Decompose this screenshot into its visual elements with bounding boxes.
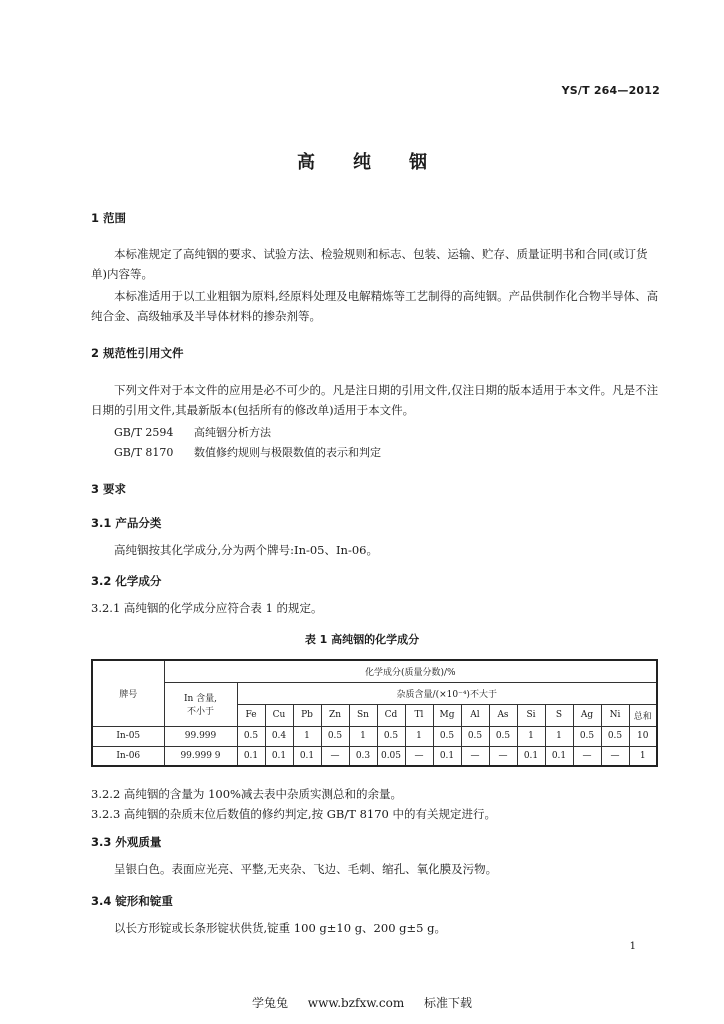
impurity-cell: 0.1	[237, 746, 265, 766]
impurity-cell: 0.1	[545, 746, 573, 766]
reference-item	[114, 444, 381, 460]
impurity-cell: —	[461, 746, 489, 766]
element-header: Si	[517, 704, 545, 726]
table-row	[92, 746, 657, 766]
in-content-header-line-1: In 含量,	[183, 694, 218, 704]
section-3-1-text: 高纯铟按其化学成分,分为两个牌号:In-05、In-06。	[114, 543, 378, 557]
impurity-cell: 0.1	[433, 746, 461, 766]
page-number: 1	[629, 941, 636, 952]
impurity-cell: 0.3	[349, 746, 377, 766]
impurity-cell: —	[489, 746, 517, 766]
impurity-cell: —	[405, 746, 433, 766]
element-header: Pb	[293, 704, 321, 726]
element-header: Mg	[433, 704, 461, 726]
section-3-2-3-text: 3.2.3 高纯铟的杂质末位后数值的修约判定,按 GB/T 8170 中的有关规定进行。	[91, 807, 496, 821]
section-3-2-1-text: 3.2.1 高纯铟的化学成分应符合表 1 的规定。	[91, 601, 323, 615]
impurity-cell: 0.05	[377, 746, 405, 766]
footer-tagline: 标准下载	[424, 996, 473, 1010]
element-header: Ni	[601, 704, 629, 726]
impurity-cell: 0.5	[461, 726, 489, 746]
impurity-cell: 10	[629, 726, 657, 746]
section-3-heading: 3 要求	[91, 482, 127, 496]
reference-code: GB/T 8170	[114, 446, 174, 459]
section-1-heading: 1 范围	[91, 211, 127, 225]
element-header: Cu	[265, 704, 293, 726]
element-header: Zn	[321, 704, 349, 726]
element-header: As	[489, 704, 517, 726]
impurity-header: 杂质含量/(×10⁻⁴)不大于	[237, 682, 657, 704]
footer-site-name: 学兔兔	[251, 996, 288, 1010]
section-2-heading: 2 规范性引用文件	[91, 346, 184, 360]
footer-watermark	[0, 994, 724, 1011]
section-2-para-1: 下列文件对于本文件的应用是必不可少的。凡是注日期的引用文件,仅注日期的版本适用于本文件。凡是不注日期的引用文件,其最新版本(包括所有的修改单)适用于本文件。	[91, 383, 659, 417]
impurity-cell: 0.5	[377, 726, 405, 746]
section-3-2-heading: 3.2 化学成分	[91, 574, 162, 588]
section-3-3-heading: 3.3 外观质量	[91, 835, 162, 849]
in-content-cell: 99.999 9	[164, 746, 237, 766]
reference-title: 高纯铟分析方法	[194, 426, 271, 439]
section-1-para-2: 本标准适用于以工业粗铟为原料,经原料处理及电解精炼等工艺制得的高纯铟。产品供制作化合物半导体、高纯合金、高级轴承及半导体材料的掺杂剂等。	[91, 289, 659, 323]
impurity-cell: 1	[545, 726, 573, 746]
impurity-cell: —	[601, 746, 629, 766]
reference-item	[114, 424, 271, 440]
impurity-cell: 0.4	[265, 726, 293, 746]
table-row	[92, 726, 657, 746]
impurity-cell: —	[573, 746, 601, 766]
impurity-cell: 1	[405, 726, 433, 746]
chemical-composition-table	[91, 659, 658, 767]
impurity-cell: 0.5	[601, 726, 629, 746]
impurity-cell: 0.5	[237, 726, 265, 746]
table-1-title: 表 1 高纯铟的化学成分	[304, 633, 420, 646]
impurity-cell: 0.5	[489, 726, 517, 746]
grade-cell: In-06	[92, 746, 164, 766]
impurity-cell: 0.5	[321, 726, 349, 746]
impurity-cell: 1	[293, 726, 321, 746]
in-content-header	[164, 682, 237, 726]
document-title: 高纯铟	[297, 152, 465, 173]
impurity-cell: 1	[629, 746, 657, 766]
impurity-cell: 1	[349, 726, 377, 746]
in-content-cell: 99.999	[164, 726, 237, 746]
section-3-1-heading: 3.1 产品分类	[91, 516, 162, 530]
element-header: Fe	[237, 704, 265, 726]
reference-title: 数值修约规则与极限数值的表示和判定	[194, 446, 381, 459]
element-header: S	[545, 704, 573, 726]
impurity-cell: 1	[517, 726, 545, 746]
impurity-cell: —	[321, 746, 349, 766]
grade-header: 牌号	[92, 660, 164, 726]
section-3-2-2-text: 3.2.2 高纯铟的含量为 100%减去表中杂质实测总和的余量。	[91, 787, 402, 801]
impurity-cell: 0.5	[573, 726, 601, 746]
reference-code: GB/T 2594	[114, 426, 174, 439]
impurity-cell: 0.5	[433, 726, 461, 746]
element-header: Al	[461, 704, 489, 726]
standard-number: YS/T 264—2012	[561, 84, 660, 97]
section-1-para-1: 本标准规定了高纯铟的要求、试验方法、检验规则和标志、包装、运输、贮存、质量证明书和合同(或订货单)内容等。	[91, 247, 648, 281]
impurity-cell: 0.1	[265, 746, 293, 766]
section-3-3-text: 呈银白色。表面应光亮、平整,无夹杂、飞边、毛刺、缩孔、氧化膜及污物。	[114, 862, 498, 876]
section-3-4-heading: 3.4 锭形和锭重	[91, 894, 173, 908]
impurity-cell: 0.1	[517, 746, 545, 766]
in-content-header-line-2: 不小于	[186, 707, 214, 717]
impurity-cell: 0.1	[293, 746, 321, 766]
composition-header: 化学成分(质量分数)/%	[164, 660, 657, 682]
element-header: Sn	[349, 704, 377, 726]
section-3-4-text: 以长方形锭或长条形锭状供货,锭重 100 g±10 g、200 g±5 g。	[114, 921, 446, 935]
footer-url[interactable]: www.bzfxw.com	[307, 996, 405, 1010]
element-header: Tl	[405, 704, 433, 726]
grade-cell: In-05	[92, 726, 164, 746]
element-header: 总和	[629, 704, 657, 726]
element-header: Cd	[377, 704, 405, 726]
element-header: Ag	[573, 704, 601, 726]
